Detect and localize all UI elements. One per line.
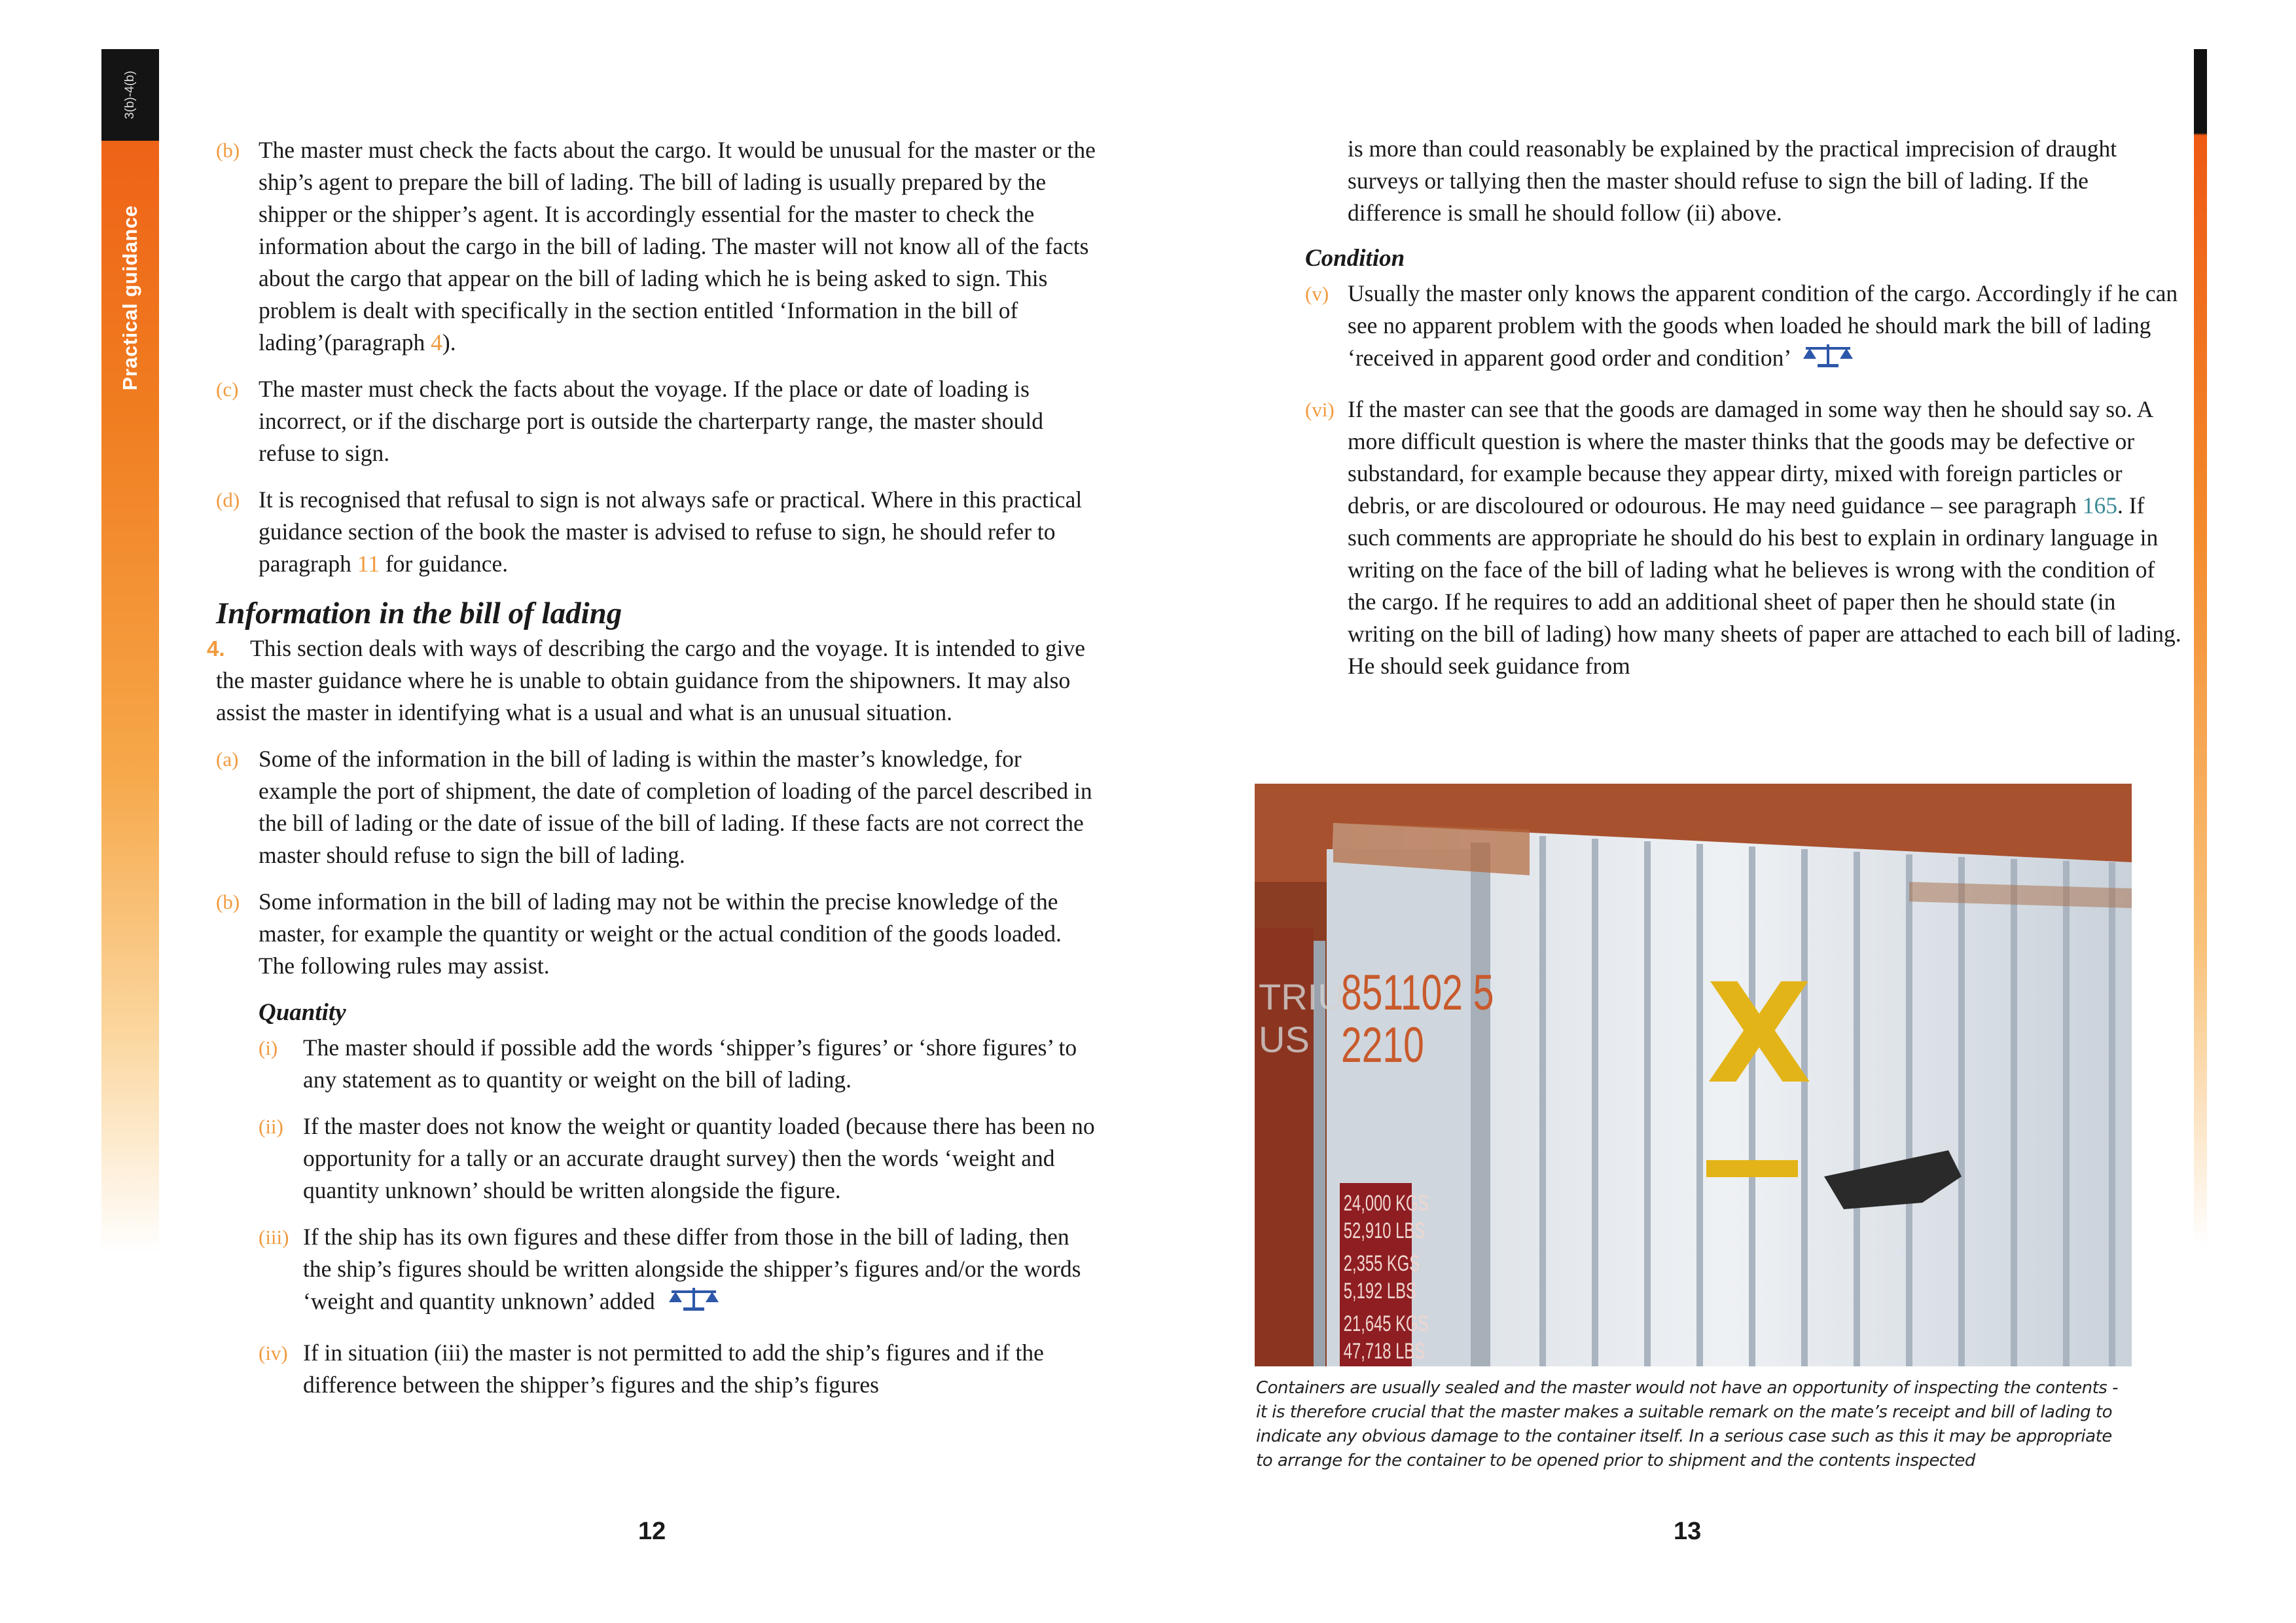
item-marker: (vi) [1305, 398, 1335, 421]
container-mark: X [1706, 954, 1812, 1114]
item-marker: (iv) [259, 1341, 288, 1364]
item-marker: (v) [1305, 282, 1329, 305]
paragraph-reference[interactable]: 165 [2082, 492, 2118, 519]
scales-icon [1801, 342, 1856, 379]
quantity-subsection [259, 996, 1096, 1401]
item-text-end: ). [442, 329, 456, 356]
numbered-paragraph [207, 632, 1096, 729]
list-item [259, 1221, 1096, 1322]
list-item [216, 886, 1096, 982]
container-code: 2210 [1341, 1017, 1424, 1073]
item-text: Usually the master only knows the apparent condition of the cargo. Accordingly if he can see no apparent problem with the goods when loaded he should mark the bill of lading ‘received in apparent good order and condition’ [1348, 280, 2178, 371]
left-text-column [207, 134, 1096, 1415]
list-item [216, 484, 1096, 580]
list-item [259, 1110, 1096, 1207]
item-text: If the master can see that the goods are damaged in some way then he should say so. A more difficult question is where the master thinks that the goods may be defective or substandard, for example because they appear dirty, mixed with foreign particles or debris, or are discoloured or odourous. He may need guidance – see paragraph [1348, 396, 2153, 519]
list-item [216, 134, 1096, 359]
list-item [216, 373, 1096, 469]
right-text-column [1305, 133, 2182, 697]
item-marker: (b) [216, 139, 240, 162]
scales-icon [666, 1285, 721, 1322]
list-item [1305, 278, 2182, 379]
weight-line: 52,910 LBS [1343, 1218, 1426, 1244]
item-marker: (c) [216, 378, 239, 401]
item-marker: (a) [216, 748, 239, 771]
weight-line: 47,718 LBS [1343, 1338, 1426, 1364]
item-marker: (iii) [259, 1226, 289, 1249]
photo-caption: Containers are usually sealed and the master would not have an opportunity of inspecting the contents - it is therefore crucial that the master makes a suitable remark on the mate’s receipt and bill of lading to indicate any obvious damage to the container itself. In a serious case such as this it may be appropriate to arrange for the container to be opened prior to shipment and the contents inspected [1256, 1378, 2118, 1470]
item-text-end: . If such comments are appropriate he should do his best to explain in ordinary language in writing on the face of the bill of lading what he believes is wrong with the condition of the cargo. If he requires to add an additional sheet of paper then he should state (in writing on the bill of lading) how many sheets of paper are attached to each bill of lading. He should seek guidance from [1348, 492, 2181, 679]
list-item [259, 1032, 1096, 1096]
paragraph-number: 4. [207, 636, 225, 661]
item-text: It is recognised that refusal to sign is not always safe or practical. Where in this practical guidance section of the book the master is advised to refuse to sign, he should refer to paragraph [259, 486, 1083, 577]
subsection-heading: Quantity [259, 999, 346, 1026]
item-marker: (b) [216, 890, 240, 913]
page-number: 12 [638, 1518, 666, 1545]
container-photo [1255, 784, 2132, 1366]
weight-line: 21,645 KGS [1343, 1311, 1429, 1337]
weight-line: 24,000 KGS [1343, 1190, 1429, 1216]
continued-paragraph: is more than could reasonably be explained by the practical imprecision of draught surveys or tallying then the master should refuse to sign the bill of lading. If the difference is small he should follow (ii) above. [1348, 136, 2117, 226]
item-text: The master must check the facts about the cargo. It would be unusual for the master or the ship’s agent to prepare the bill of lading. The bill of lading is usually prepared by the shipper or the shipper’s agent. It is accordingly essential for the master to check the information about the cargo in the bill of lading. The master will not know all of the facts about the cargo that appear on the bill of lading which he is being asked to sign. This problem is dealt with specifically in the section entitled ‘Information in the bill of lading’(paragraph [259, 137, 1096, 356]
container-number: 851102 5 [1341, 965, 1494, 1021]
list-item [216, 743, 1096, 871]
item-text: Some of the information in the bill of lading is within the master’s knowledge, for example the port of shipment, the date of completion of loading of the parcel described in the bill of lading or the date of issue of the bill of lading. If these facts are not correct the master should refuse to sign the bill of lading. [259, 746, 1092, 868]
item-text: The master must check the facts about the voyage. If the place or date of loading is incorrect, or if the discharge port is outside the charterparty range, the master should refuse to sign. [259, 376, 1044, 466]
right-edge-bar [2194, 49, 2207, 1247]
item-text: If the ship has its own figures and these differ from those in the bill of lading, then the ship’s figures should be written alongside the shipper’s figures and/or the words ‘weight and quantity unknown’ added [303, 1224, 1081, 1315]
side-tab-code-block [101, 49, 159, 141]
list-item [1305, 393, 2182, 682]
right-page [1148, 0, 2296, 1623]
paragraph-text: This section deals with ways of describing the cargo and the voyage. It is intended to give the master guidance where he is unable to obtain guidance from the shipowners. It may also assist the master in identifying what is a usual and what is an unusual situation. [216, 635, 1086, 725]
paragraph-reference[interactable]: 4 [431, 329, 442, 356]
paragraph-reference[interactable]: 11 [357, 551, 380, 577]
item-marker: (ii) [259, 1115, 283, 1138]
item-marker: (d) [216, 488, 240, 511]
container-side-code-2: US [1259, 1019, 1310, 1060]
side-tab-code: 3(b)-4(b) [123, 71, 137, 119]
item-text: The master should if possible add the words ‘shipper’s figures’ or ‘shore figures’ to any statement as to quantity or weight on the bill of lading. [303, 1034, 1077, 1093]
section-heading: Information in the bill of lading [216, 596, 622, 630]
weight-line: 2,355 KGS [1343, 1250, 1420, 1277]
page-number: 13 [1674, 1518, 1702, 1545]
item-text: If in situation (iii) the master is not permitted to add the ship’s figures and if the difference between the shipper’s figures and the ship’s figures [303, 1340, 1044, 1398]
container-photo-drawing [1255, 784, 2132, 1366]
item-text: Some information in the bill of lading may not be within the precise knowledge of the master, for example the quantity or weight or the actual condition of the goods loaded. The following rules may assist. [259, 888, 1062, 979]
subsection-heading: Condition [1305, 245, 1405, 272]
container-side-code: TRIU [1259, 976, 1344, 1017]
weight-line: 5,192 LBS [1343, 1278, 1416, 1304]
list-item [259, 1337, 1096, 1401]
item-marker: (i) [259, 1036, 278, 1059]
item-text: If the master does not know the weight or quantity loaded (because there has been no opportunity for a tally or an accurate draught survey) then the words ‘weight and quantity unknown’ should be written alongside the figure. [303, 1113, 1095, 1203]
section-side-tab [101, 49, 159, 1254]
item-text-end: for guidance. [379, 551, 509, 577]
side-tab-label: Practical guidance [118, 205, 141, 391]
